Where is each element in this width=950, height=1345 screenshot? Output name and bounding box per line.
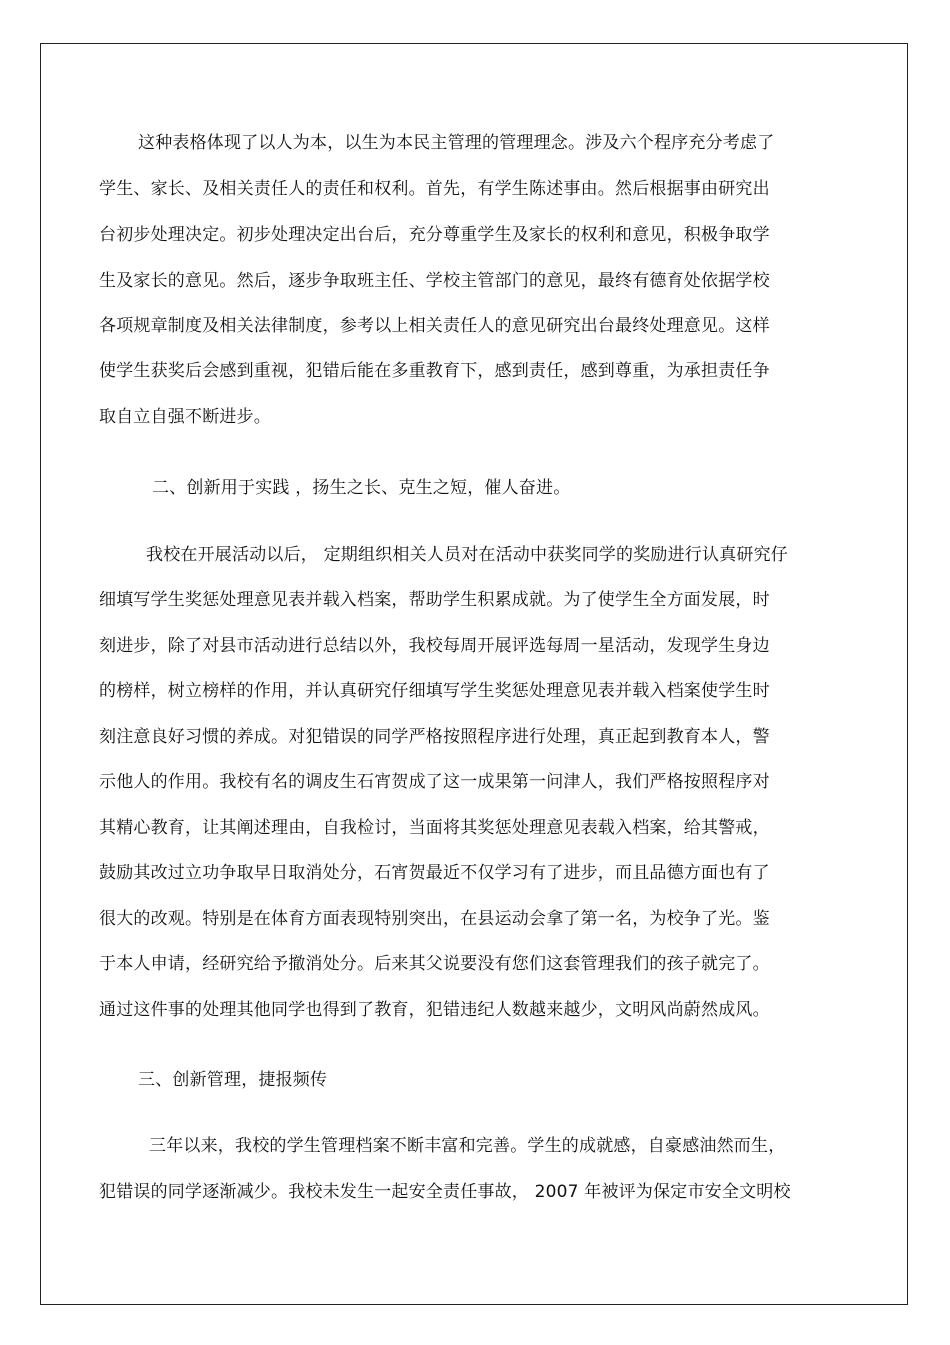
paragraph-2-line: 刻进步，除了对县市活动进行总结以外，我校每周开展评选每周一星活动，发现学生身边 <box>99 636 770 656</box>
paragraph-2-line: 我校在开展活动以后， 定期组织相关人员对在活动中获奖同学的奖励进行认真研究仔 <box>146 545 789 565</box>
paragraph-2-line: 于本人申请，经研究给予撤消处分。后来其父说要没有您们这套管理我们的孩子就完了。 <box>99 954 770 974</box>
paragraph-2-line: 刻注意良好习惯的养成。对犯错误的同学严格按照程序进行处理，真正起到教育本人，警 <box>99 727 770 747</box>
paragraph-1-line: 取自立自强不断进步。 <box>99 407 271 427</box>
paragraph-2-line: 的榜样，树立榜样的作用，并认真研究仔细填写学生奖惩处理意见表并载入档案使学生时 <box>99 681 770 701</box>
paragraph-3-line: 犯错误的同学逐渐减少。我校未发生一起安全责任事故， 2007 年被评为保定市安全文明校 <box>99 1182 791 1202</box>
paragraph-2-line: 鼓励其改过立功争取早日取消处分，石宵贺最近不仅学习有了进步，而且品德方面也有了 <box>99 863 770 883</box>
paragraph-1-line: 学生、家长、及相关责任人的责任和权利。首先，有学生陈述事由。然后根据事由研究出 <box>99 179 770 199</box>
paragraph-2-line: 示他人的作用。我校有名的调皮生石宵贺成了这一成果第一问津人，我们严格按照程序对 <box>99 772 770 792</box>
paragraph-1-line: 各项规章制度及相关法律制度，参考以上相关责任人的意见研究出台最终处理意见。这样 <box>99 316 770 336</box>
paragraph-1-line: 台初步处理决定。初步处理决定出台后，充分尊重学生及家长的权利和意见，积极争取学 <box>99 225 770 245</box>
section-heading-2: 二、创新用于实践 ，扬生之长、克生之短，催人奋进。 <box>152 478 571 498</box>
paragraph-2-line: 细填写学生奖惩处理意见表并载入档案，帮助学生积累成就。为了使学生全方面发展，时 <box>99 590 770 610</box>
paragraph-2-line: 通过这件事的处理其他同学也得到了教育，犯错违纪人数越来越少，文明风尚蔚然成风。 <box>99 1000 770 1020</box>
paragraph-2-line: 其精心教育，让其阐述理由，自我检讨，当面将其奖惩处理意见表载入档案，给其警戒， <box>99 818 770 838</box>
paragraph-1-line: 这种表格体现了以人为本，以生为本民主管理的管理理念。涉及六个程序充分考虑了 <box>138 133 775 153</box>
paragraph-2-line: 很大的改观。特别是在体育方面表现特别突出，在县运动会拿了第一名，为校争了光。鉴 <box>99 909 770 929</box>
paragraph-3-line: 三年以来，我校的学生管理档案不断丰富和完善。学生的成就感，自豪感油然而生， <box>149 1136 786 1156</box>
paragraph-1-line: 使学生获奖后会感到重视，犯错后能在多重教育下，感到责任，感到尊重，为承担责任争 <box>99 361 770 381</box>
section-heading-3: 三、创新管理，捷报频传 <box>138 1070 328 1090</box>
paragraph-1-line: 生及家长的意见。然后，逐步争取班主任、学校主管部门的意见，最终有德育处依据学校 <box>99 271 770 291</box>
